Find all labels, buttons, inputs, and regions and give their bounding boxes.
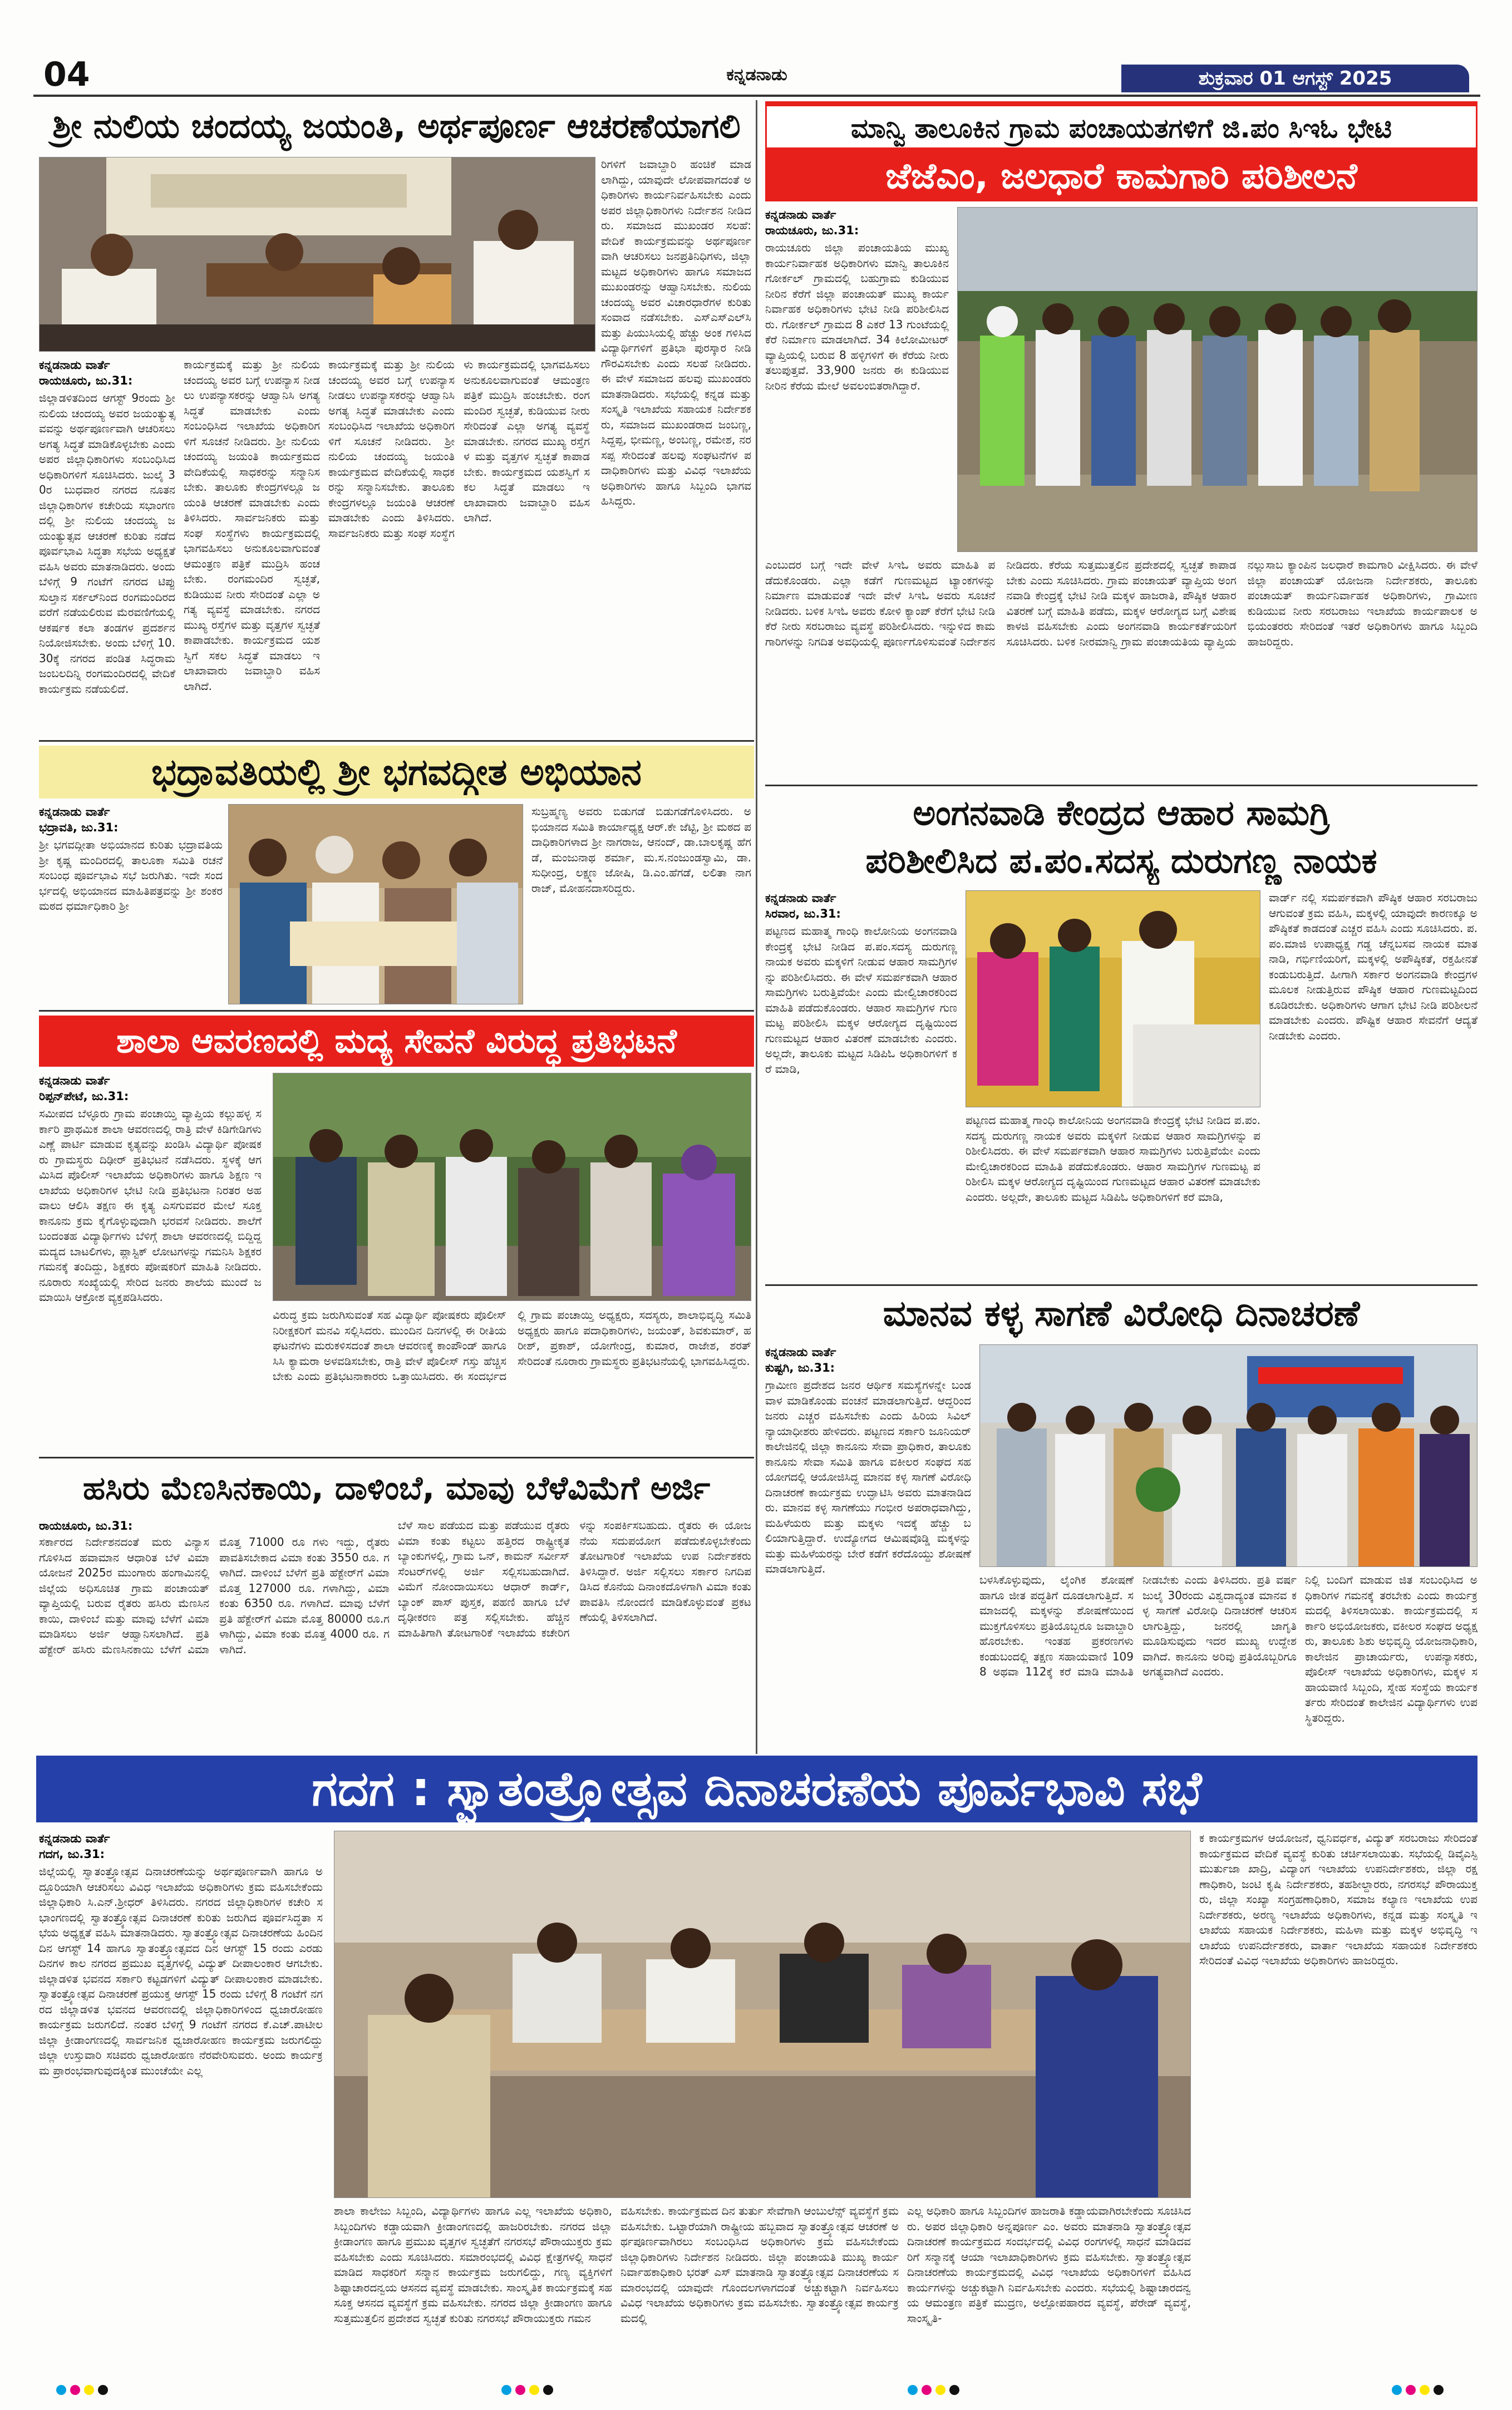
anganwadi-col1: ಪಟ್ಟಣದ ಮಹಾತ್ಮ ಗಾಂಧಿ ಕಾಲೋನಿಯ ಅಂಗನವಾಡಿ ಕೇಂದ್ರಕ್ಕೆ ಭೇಟಿ ನೀಡಿದ ಪ.ಪಂ.ಸದಸ್ಯ ದುರುಗಣ್ಣ ನಾಯಕ ಅವರು ಮಕ್ಕಳಿಗೆ ನೀಡುವ ಆಹಾರ ಸಾಮಗ್ರಿಗಳನ್ನು ಪರಿಶೀಲಿಸಿದರು. ಈ ವೇಳೆ ಸಮರ್ಪಕವಾಗಿ ಆಹಾರ ಸಾಮಗ್ರಿಗಳು ಬರುತ್ತಿವೆಯೇ ಎಂದು ಮೇಲ್ವಿಚಾರಕರಿಂದ ಮಾಹಿತಿ ಪಡೆದುಕೊಂಡರು. ಆಹಾರ ಸಾಮಗ್ರಿಗಳ ಗುಣಮಟ್ಟ ಪರಿಶೀಲಿಸಿ ಮಕ್ಕಳ ಆರೋಗ್ಯದ ದೃಷ್ಟಿಯಿಂದ ಗುಣಮಟ್ಟದ ಆಹಾರ ವಿತರಣೆ ಮಾಡಬೇಕು ಎಂದರು. ಅಲ್ಲದೇ, ತಾಲೂಕು ಮಟ್ಟದ ಸಿಡಿಪಿಓ ಅಧಿಕಾರಿಗಳಿಗೆ ಕರೆ ಮಾಡಿ,: [765, 924, 957, 1076]
anganwadi-col2b: [966, 1113, 1260, 1280]
nuliya-col2b: [328, 357, 590, 736]
headline-gadag: ಗದಗ : ಸ್ವಾತಂತ್ರ್ಯೋತ್ಸವ ದಿನಾಚರಣೆಯ ಪೂರ್ವಭಾವಿ ಸಭೆ: [36, 1756, 1477, 1822]
headline-anganwadi-line1: ಅಂಗನವಾಡಿ ಕೇಂದ್ರದ ಆಹಾರ ಸಾಮಗ್ರಿ: [913, 792, 1330, 833]
rule-r2: [765, 1284, 1477, 1286]
masthead: [0, 0, 1512, 94]
gadag-meeting-photo-graphic: [334, 1831, 1191, 2198]
photo-nuliya-meeting: [39, 157, 595, 352]
gadag-col1: ಜಿಲ್ಲೆಯಲ್ಲಿ ಸ್ವಾತಂತ್ರ್ಯೋತ್ಸವ ದಿನಾಚರಣೆಯನ್ನು ಅರ್ಥಪೂರ್ಣವಾಗಿ ಹಾಗೂ ಅದ್ದೂರಿಯಾಗಿ ಆಚರಿಸಲು ವಿವಿಧ ಇಲಾಖೆಯ ಅಧಿಕಾರಿಗಳು ಕ್ರಮ ವಹಿಸಬೇಕೆಂದು ಜಿಲ್ಲಾಧಿಕಾರಿ ಸಿ.ಎನ್.ಶ್ರೀಧರ್ ತಿಳಿಸಿದರು. ನಗರದ ಜಿಲ್ಲಾಧಿಕಾರಿಗಳ ಕಚೇರಿ ಸಭಾಂಗಣದಲ್ಲಿ ಸ್ವಾತಂತ್ರ್ಯೋತ್ಸವ ದಿನಾಚರಣೆ ಕುರಿತು ಜರುಗಿದ ಪೂರ್ವಸಿದ್ಧತಾ ಸಭೆಯ ಅಧ್ಯಕ್ಷತೆ ವಹಿಸಿ ಮಾತನಾಡಿದರು. ಸ್ವಾತಂತ್ರ್ಯೋತ್ಸವ ದಿನಾಚರಣೆಯ ಹಿಂದಿನ ದಿನ ಆಗಸ್ಟ್ 14 ಹಾಗೂ ಸ್ವಾತಂತ್ರ್ಯೋತ್ಸವದ ದಿನ ಆಗಸ್ಟ್ 15 ರಂದು ಎರಡು ದಿನಗಳ ಕಾಲ ನಗರದ ಪ್ರಮುಖ ವೃತ್ತಗಳಲ್ಲಿ ವಿದ್ಯುತ್ ದೀಪಾಲಂಕಾರ ಆಗಬೇಕು. ಜಿಲ್ಲಾಡಳಿತ ಭವನದ ಸರ್ಕಾರಿ ಕಟ್ಟಡಗಳಿಗೆ ವಿದ್ಯುತ್ ದೀಪಾಲಂಕಾರ ಮಾಡಬೇಕು. ಸ್ವಾತಂತ್ರ್ಯೋತ್ಸವ ದಿನಾಚರಣೆ ಪ್ರಯುಕ್ತ ಆಗಸ್ಟ್ 15 ರಂದು ಬೆಳಿಗ್ಗೆ 8 ಗಂಟೆಗೆ ನಗರದ ಜಿಲ್ಲಾಡಳಿತ ಭವನದ ಆವರಣದಲ್ಲಿ ಜಿಲ್ಲಾಧಿಕಾರಿಗಳಿಂದ ಧ್ವಜಾರೋಹಣ ಕಾರ್ಯಕ್ರಮ ಜರುಗಲಿದೆ. ನಂತರ ಬೆಳಿಗ್ಗೆ 9 ಗಂಟೆಗೆ ನಗರದ ಕೆ.ಎಚ್.ಪಾಟೀಲ ಜಿಲ್ಲಾ ಕ್ರೀಡಾಂಗಣದಲ್ಲಿ ಸಾರ್ವಜನಿಕ ಧ್ವಜಾರೋಹಣ ಕಾರ್ಯಕ್ರಮ ಜರುಗಲಿದ್ದು ಜಿಲ್ಲಾ ಉಸ್ತುವಾರಿ ಸಚಿವರು ಧ್ವಜಾರೋಹಣ ನೆರವೇರಿಸುವರು. ಅಂದು ಕಾರ್ಯಕ್ರಮ ಪ್ರಾರಂಭವಾಗುವುದಕ್ಕಿಂತ ಮುಂಚೆಯೇ ಎಲ್ಲ: [39, 1865, 323, 2077]
gadag-col3: ವಹಿಸಬೇಕು. ಕಾರ್ಯಕ್ರಮದ ದಿನ ತುರ್ತು ಸೇವೆಗಾಗಿ ಆಂಬುಲೆನ್ಸ್ ವ್ಯವಸ್ಥೆಗೆ ಕ್ರಮ ವಹಿಸಬೇಕು. ಒಟ್ಟಾರೆಯಾಗಿ ರಾಷ್ಟ್ರೀಯ ಹಬ್ಬವಾದ ಸ್ವಾತಂತ್ರ್ಯೋತ್ಸವ ಆಚರಣೆ ಅರ್ಥಪೂರ್ಣವಾಗಿರಲು ಸಂಬಂಧಿಸಿದ ಅಧಿಕಾರಿಗಳು ಕ್ರಮ ವಹಿಸಬೇಕೆಂದು ಜಿಲ್ಲಾಧಿಕಾರಿಗಳು ನಿರ್ದೇಶನ ನೀಡಿದರು. ಜಿಲ್ಲಾ ಪಂಚಾಯತಿ ಮುಖ್ಯ ಕಾರ್ಯನಿರ್ವಾಹಕಾಧಿಕಾರಿ ಭರತ್ ಎಸ್ ಮಾತನಾಡಿ ಸ್ವಾತಂತ್ರ್ಯೋತ್ಸವ ದಿನಾಚರಣೆಯ ಸಮಾರಂಭದಲ್ಲಿ ಯಾವುದೇ ಗೊಂದಲಗಳಾಗದಂತೆ ಅಚ್ಚುಕಟ್ಟಾಗಿ ನಿರ್ವಹಿಸಲು ವಿವಿಧ ಇಲಾಖೆಯ ಅಧಿಕಾರಿಗಳು ಕ್ರಮ ವಹಿಸಬೇಕು. ಸ್ವಾತಂತ್ರ್ಯೋತ್ಸವ ಕಾರ್ಯಕ್ರಮದಲ್ಲಿ: [620, 2204, 899, 2325]
masthead-rule: [33, 95, 1480, 97]
meeting-photo-graphic: [40, 157, 595, 352]
photo-bhagavadgita: [228, 804, 523, 1004]
nuliya-col3: ರಿಗಳಿಗೆ ಜವಾಬ್ದಾರಿ ಹಂಚಿಕೆ ಮಾಡಲಾಗಿದ್ದು, ಯಾವುದೇ ಲೋಪವಾಗದಂತೆ ಅಧಿಕಾರಿಗಳು ಕಾರ್ಯನಿರ್ವಹಿಸಬೇಕು ಎಂದು ಅಪರ ಜಿಲ್ಲಾಧಿಕಾರಿಗಳು ನಿರ್ದೇಶನ ನೀಡಿದರು. ಸಮಾಜದ ಮುಖಂಡರ ಸಲಹೆ: ವೇದಿಕೆ ಕಾರ್ಯಕ್ರಮವನ್ನು ಅರ್ಥಪೂರ್ಣವಾಗಿ ಆಚರಿಸಲು ಜನಪ್ರತಿನಿಧಿಗಳು, ಜಿಲ್ಲಾ ಮಟ್ಟದ ಅಧಿಕಾರಿಗಳು ಹಾಗೂ ಸಮಾಜದ ಮುಖಂಡರನ್ನು ಆಹ್ವಾನಿಸಬೇಕು. ನುಲಿಯ ಚಂದಯ್ಯ ಅವರ ವಿಚಾರಧಾರೆಗಳ ಕುರಿತು ಸಂವಾದ ನಡೆಸಬೇಕು. ಎಸ್ಎಸ್ಎಲ್‌ಸಿ ಮತ್ತು ಪಿಯುಸಿಯಲ್ಲಿ ಹೆಚ್ಚು ಅಂಕ ಗಳಿಸಿದ ವಿದ್ಯಾರ್ಥಿಗಳಿಗೆ ಪ್ರತಿಭಾ ಪುರಸ್ಕಾರ ನೀಡಿ ಗೌರವಿಸಬೇಕು ಎಂದು ಸಲಹೆ ನೀಡಿದರು. ಈ ವೇಳೆ ಸಮಾಜದ ಹಲವು ಮುಖಂಡರು ಮಾತನಾಡಿದರು. ಸಭೆಯಲ್ಲಿ ಕನ್ನಡ ಮತ್ತು ಸಂಸ್ಕೃತಿ ಇಲಾಖೆಯ ಸಹಾಯಕ ನಿರ್ದೇಶಕರು, ಸಮಾಜದ ಮುಖಂಡರಾದ ಜಂಬಣ್ಣ, ಸಿದ್ದಪ್ಪ, ಭೀಮಣ್ಣ, ಅಂಬಣ್ಣ, ರಮೇಶ, ನರಸಪ್ಪ ಸೇರಿದಂತೆ ಹಲವು ಸಂಘಟನೆಗಳ ಪದಾಧಿಕಾರಿಗಳು ಮತ್ತು ವಿವಿಧ ಇಲಾಖೆಯ ಅಧಿಕಾರಿಗಳು ಹಾಗೂ ಸಿಬ್ಬಂದಿ ಭಾಗವಹಿಸಿದ್ದರು.: [601, 157, 751, 507]
chilli-byline: ರಾಯಚೂರು, ಜು.31:: [39, 1519, 133, 1532]
jjm-col1: ರಾಯಚೂರು ಜಿಲ್ಲಾ ಪಂಚಾಯತಿಯ ಮುಖ್ಯ ಕಾರ್ಯನಿರ್ವಾಹಕ ಅಧಿಕಾರಿಗಳು ಮಾನ್ವಿ ತಾಲೂಕಿನ ಗೋರ್ಕಲ್ ಗ್ರಾಮದಲ್ಲಿ ಬಹುಗ್ರಾಮ ಕುಡಿಯುವ ನೀರಿನ ಕೆರೆಗೆ ಜಿಲ್ಲಾ ಪಂಚಾಯತ್ ಮುಖ್ಯ ಕಾರ್ಯನಿರ್ವಾಹಕ ಅಧಿಕಾರಿಗಳು ಭೇಟಿ ನೀಡಿ ಪರಿಶೀಲಿಸಿದರು. ಗೋರ್ಕಲ್ ಗ್ರಾಮದ 8 ಎಕರೆ 13 ಗುಂಟೆಯಲ್ಲಿ ಕೆರೆ ನಿರ್ಮಾಣ ಮಾಡಲಾಗಿದೆ. 34 ಕಿಲೋಮೀಟರ್ ವ್ಯಾಪ್ತಿಯಲ್ಲಿ ಬರುವ 8 ಹಳ್ಳಿಗಳಿಗೆ ಈ ಕೆರೆಯ ನೀರು ತಲುಪುತ್ತವೆ. 33,900 ಜನರು ಈ ಕುಡಿಯುವ ನೀರಿನ ಕೆರೆಯ ಮೇಲೆ ಅವಲಂಬಿತರಾಗಿದ್ದಾರೆ.: [765, 241, 949, 392]
gadag-col2: ಶಾಲಾ ಕಾಲೇಜು ಸಿಬ್ಬಂದಿ, ವಿದ್ಯಾರ್ಥಿಗಳು ಹಾಗೂ ಎಲ್ಲ ಇಲಾಖೆಯ ಅಧಿಕಾರಿ, ಸಿಬ್ಬಂದಿಗಳು ಕಡ್ಡಾಯವಾಗಿ ಕ್ರೀಡಾಂಗಣದಲ್ಲಿ ಹಾಜರಿರಬೇಕು. ನಗರದ ಜಿಲ್ಲಾ ಕ್ರೀಡಾಂಗಣ ಹಾಗೂ ಪ್ರಮುಖ ವೃತ್ತಗಳ ಸ್ವಚ್ಛತೆಗೆ ನಗರಸಭೆ ಪೌರಾಯುಕ್ತರು ಕ್ರಮ ವಹಿಸಬೇಕು ಎಂದು ಸೂಚಿಸಿದರು. ಸಮಾರಂಭದಲ್ಲಿ ವಿವಿಧ ಕ್ಷೇತ್ರಗಳಲ್ಲಿ ಸಾಧನೆ ಮಾಡಿದ ಸಾಧಕರಿಗೆ ಸನ್ಮಾನ ಕಾರ್ಯಕ್ರಮ ಜರುಗಲಿದ್ದು, ಗಣ್ಯ ವ್ಯಕ್ತಿಗಳಿಗೆ ಶಿಷ್ಟಾಚಾರದನ್ವಯ ಆಸನದ ವ್ಯವಸ್ಥೆ ಮಾಡಬೇಕು. ಸಾಂಸ್ಕೃತಿಕ ಕಾರ್ಯಕ್ರಮಕ್ಕೆ ಸಹ ಸೂಕ್ತ ಆಸನದ ವ್ಯವಸ್ಥೆಗೆ ಕ್ರಮ ವಹಿಸಬೇಕು. ನಗರದ ಜಿಲ್ಲಾ ಕ್ರೀಡಾಂಗಣ ಹಾಗೂ ಸುತ್ತಮುತ್ತಲಿನ ಪ್ರದೇಶದ ಸ್ವಚ್ಛತೆ ಕುರಿತು ನಗರಸಭೆ ಪೌರಾಯುಕ್ತರು ಗಮನ: [334, 2204, 612, 2325]
headline-trafficking: ಮಾನವ ಕಳ್ಳ ಸಾಗಣೆ ವಿರೋಧಿ ದಿನಾಚರಣೆ: [883, 1293, 1360, 1334]
rule-3: [39, 1457, 754, 1458]
headline-jjm-line1: ಮಾನ್ವಿ ತಾಲೂಕಿನ ಗ್ರಾಮ ಪಂಚಾಯತಗಳಿಗೆ ಜಿ.ಪಂ ಸಿಇಓ ಭೇಟಿ: [765, 105, 1477, 149]
gadag-col5: ಕ ಕಾರ್ಯಕ್ರಮಗಳ ಆಯೋಜನೆ, ಧ್ವನಿವರ್ಧಕ, ವಿದ್ಯುತ್ ಸರಬರಾಜು ಸೇರಿದಂತೆ ಕಾರ್ಯಕ್ರಮದ ವೇದಿಕೆ ವ್ಯವಸ್ಥೆ ಕುರಿತು ಚರ್ಚಿಸಲಾಯಿತು. ಸಭೆಯಲ್ಲಿ ಡಿವೈಎಸ್ಪಿ ಮುರ್ತುಜಾ ಖಾದ್ರಿ, ವಿದ್ಯಾಂಗ ಇಲಾಖೆಯ ಉಪನಿರ್ದೇಶಕರು, ಜಿಲ್ಲಾ ರಕ್ಷಣಾಧಿಕಾರಿ, ಜಂಟಿ ಕೃಷಿ ನಿರ್ದೇಶಕರು, ತಹಶೀಲ್ದಾರರು, ನಗರಸಭೆ ಪೌರಾಯುಕ್ತರು, ಜಿಲ್ಲಾ ಸಂಖ್ಯಾ ಸಂಗ್ರಹಣಾಧಿಕಾರಿ, ಸಮಾಜ ಕಲ್ಯಾಣ ಇಲಾಖೆಯ ಉಪನಿರ್ದೇಶಕರು, ಅರಣ್ಯ ಇಲಾಖೆಯ ಅಧಿಕಾರಿಗಳು, ಕನ್ನಡ ಮತ್ತು ಸಂಸ್ಕೃತಿ ಇಲಾಖೆಯ ಸಹಾಯಕ ನಿರ್ದೇಶಕರು, ಮಹಿಳಾ ಮತ್ತು ಮಕ್ಕಳ ಅಭಿವೃದ್ಧಿ ಇಲಾಖೆಯ ಉಪನಿರ್ದೇಶಕರು, ವಾರ್ತಾ ಇಲಾಖೆಯ ಸಹಾಯಕ ನಿರ್ದೇಶಕರು ಸೇರಿದಂತೆ ವಿವಿಧ ಇಲಾಖೆಯ ಅಧಿಕಾರಿಗಳು ಹಾಜರಿದ್ದರು.: [1199, 1831, 1477, 1967]
anganwadi-byline: ಕನ್ನಡನಾಡು ವಾರ್ತೆ ಸಿರವಾರ, ಜು.31:: [765, 891, 841, 920]
paper-name: ಕನ್ನಡನಾಡು: [726, 66, 787, 85]
anganwadi-photo-graphic: [966, 891, 1260, 1107]
photo-anganwadi: [966, 890, 1260, 1107]
school-col1: ಸಮೀಪದ ಬೆಳ್ಳೂರು ಗ್ರಾಮ ಪಂಚಾಯ್ತಿ ವ್ಯಾಪ್ತಿಯ ಕಲ್ಲುಹಳ್ಳ ಸರ್ಕಾರಿ ಪ್ರಾಥಮಿಕ ಶಾಲಾ ಆವರಣದಲ್ಲಿ ರಾತ್ರಿ ವೇಳೆ ಕಿಡಿಗೇಡಿಗಳು ಎಣ್ಣೆ ಪಾರ್ಟಿ ಮಾಡುವ ಕೃತ್ಯವನ್ನು ಖಂಡಿಸಿ ವಿದ್ಯಾರ್ಥಿ ಪೋಷಕರು ಗ್ರಾಮಸ್ಥರು ದಿಢೀರ್ ಪ್ರತಿಭಟನೆ ನಡೆಸಿದರು. ಸ್ಥಳಕ್ಕೆ ಆಗಮಿಸಿದ ಪೊಲೀಸ್ ಇಲಾಖೆಯ ಅಧಿಕಾರಿಗಳು ಹಾಗೂ ಶಿಕ್ಷಣ ಇಲಾಖೆಯ ಅಧಿಕಾರಿಗಳ ಭೇಟಿ ನೀಡಿ ಪ್ರತಿಭಟನಾ ನಿರತರ ಅಹವಾಲು ಆಲಿಸಿ ತಕ್ಷಣ ಈ ಕೃತ್ಯ ಎಸಗುವವರ ಮೇಲೆ ಸೂಕ್ತ ಕಾನೂನು ಕ್ರಮ ಕೈಗೊಳ್ಳುವುದಾಗಿ ಭರವಸೆ ನೀಡಿದರು. ಶಾಲೆಗೆ ಬಂದಂತಹ ವಿದ್ಯಾರ್ಥಿಗಳು ಬೆಳಿಗ್ಗೆ ಶಾಲಾ ಆವರಣದಲ್ಲಿ ಬಿದ್ದಿದ್ದ ಮದ್ಯದ ಬಾಟಲಿಗಳು, ಪ್ಲಾಸ್ಟಿಕ್ ಲೋಟಗಳನ್ನು ಗಮನಿಸಿ ಶಿಕ್ಷಕರ ಗಮನಕ್ಕೆ ತಂದಿದ್ದು, ಶಿಕ್ಷಕರು ಪೋಷಕರಿಗೆ ಮಾಹಿತಿ ನೀಡಿದರು. ನೂರಾರು ಸಂಖ್ಯೆಯಲ್ಲಿ ಸೇರಿದ ಜನರು ಶಾಲೆಯ ಮುಂದೆ ಜಮಾಯಿಸಿ ಆಕ್ರೋಶ ವ್ಯಕ್ತಪಡಿಸಿದರು.: [39, 1107, 262, 1304]
jjm-full-text: ಎಂಬುದರ ಬಗ್ಗೆ ಇದೇ ವೇಳೆ ಸಿಇಓ ಅವರು ಮಾಹಿತಿ ಪಡೆದುಕೊಂಡರು. ಎಲ್ಲಾ ಕಡೆಗೆ ಗುಣಮಟ್ಟದ ಟ್ಯಾಂಕಗಳನ್ನು ನಿರ್ಮಾಣ ಮಾಡುವಂತೆ ಇದೇ ವೇಳೆ ಸಿಇಓ ಅವರು ಸೂಚನೆ ನೀಡಿದರು. ಬಳಿಕ ಸಿಇಓ ಅವರು ಕೋಳಿ ಕ್ಯಾಂಪ್ ಕೆರೆಗೆ ಭೇಟಿ ನೀಡಿ ಕೆರೆ ನೀರು ಸರಬರಾಜು ವ್ಯವಸ್ಥೆ ಪರಿಶೀಲಿಸಿದರು. ಇನ್ನುಳಿದ ಕಾಮಗಾರಿಗಳನ್ನು ನಿಗದಿತ ಅವಧಿಯಲ್ಲಿ ಪೂರ್ಣಗೊಳಿಸುವಂತೆ ನಿರ್ದೇಶನ ನೀಡಿದರು. ಕೆರೆಯ ಸುತ್ತಮುತ್ತಲಿನ ಪ್ರದೇಶದಲ್ಲಿ ಸ್ವಚ್ಛತೆ ಕಾಪಾಡಬೇಕು ಎಂದು ಸೂಚಿಸಿದರು. ಗ್ರಾಮ ಪಂಚಾಯತ್ ವ್ಯಾಪ್ತಿಯ ಅಂಗನವಾಡಿ ಕೇಂದ್ರಕ್ಕೆ ಭೇಟಿ ನೀಡಿ ಮಕ್ಕಳ ಹಾಜರಾತಿ, ಪೌಷ್ಠಿಕ ಆಹಾರ ವಿತರಣೆ ಬಗ್ಗೆ ಮಾಹಿತಿ ಪಡೆದು, ಮಕ್ಕಳ ಆರೋಗ್ಯದ ಬಗ್ಗೆ ವಿಶೇಷ ಕಾಳಜಿ ವಹಿಸಬೇಕು ಎಂದು ಅಂಗನವಾಡಿ ಕಾರ್ಯಕರ್ತೆಯರಿಗೆ ಸೂಚಿಸಿದರು. ಬಳಿಕ ನೀರಮಾನ್ವಿ ಗ್ರಾಮ ಪಂಚಾಯತಿಯ ವ್ಯಾಪ್ತಿಯ ನಲ್ಲುಸಾಬ ಕ್ಯಾಂಪಿನ ಜಲಧಾರೆ ಕಾಮಗಾರಿ ವೀಕ್ಷಿಸಿದರು. ಈ ವೇಳೆ ಜಿಲ್ಲಾ ಪಂಚಾಯತ್ ಯೋಜನಾ ನಿರ್ದೇಶಕರು, ತಾಲೂಕು ಪಂಚಾಯತ್ ಕಾರ್ಯನಿರ್ವಾಹಕ ಅಧಿಕಾರಿಗಳು, ಗ್ರಾಮೀಣ ಕುಡಿಯುವ ನೀರು ಸರಬರಾಜು ಇಲಾಖೆಯ ಕಾರ್ಯಪಾಲಕ ಅಭಿಯಂತರರು ಸೇರಿದಂತೆ ಇತರೆ ಅಧಿಕಾರಿಗಳು ಹಾಗೂ ಸಿಬ್ಬಂದಿ ಹಾಜರಿದ್ದರು.: [765, 558, 1477, 648]
nuliya-col2: ಕಾರ್ಯಕ್ರಮಕ್ಕೆ ಮತ್ತು ಶ್ರೀ ನುಲಿಯ ಚಂದಯ್ಯ ಅವರ ಬಗ್ಗೆ ಉಪನ್ಯಾಸ ನೀಡಲು ಉಪನ್ಯಾಸಕರನ್ನು ಆಹ್ವಾನಿಸಿ ಅಗತ್ಯ ಸಿದ್ಧತೆ ಮಾಡಬೇಕು ಎಂದು ಸಂಬಂಧಿಸಿದ ಇಲಾಖೆಯ ಅಧಿಕಾರಿಗಳಿಗೆ ಸೂಚನೆ ನೀಡಿದರು. ಶ್ರೀ ನುಲಿಯ ಚಂದಯ್ಯ ಜಯಂತಿ ಕಾರ್ಯಕ್ರಮದ ವೇದಿಕೆಯಲ್ಲಿ ಸಾಧಕರನ್ನು ಸನ್ಮಾನಿಸಬೇಕು. ತಾಲೂಕು ಕೇಂದ್ರಗಳಲ್ಲೂ ಜಯಂತಿ ಆಚರಣೆ ಮಾಡಬೇಕು ಎಂದು ತಿಳಿಸಿದರು. ಸಾರ್ವಜನಿಕರು ಮತ್ತು ಸಂಘ ಸಂಸ್ಥೆಗಳು ಕಾರ್ಯಕ್ರಮದಲ್ಲಿ ಭಾಗವಹಿಸಲು ಅನುಕೂಲವಾಗುವಂತೆ ಆಮಂತ್ರಣ ಪತ್ರಿಕೆ ಮುದ್ರಿಸಿ ಹಂಚಬೇಕು. ರಂಗಮಂದಿರ ಸ್ವಚ್ಛತೆ, ಕುಡಿಯುವ ನೀರು ಸೇರಿದಂತೆ ಎಲ್ಲಾ ಅಗತ್ಯ ವ್ಯವಸ್ಥೆ ಮಾಡಬೇಕು. ನಗರದ ಮುಖ್ಯ ರಸ್ತೆಗಳ ಮತ್ತು ವೃತ್ತಗಳ ಸ್ವಚ್ಛತೆ ಕಾಪಾಡಬೇಕು. ಕಾರ್ಯಕ್ರಮದ ಯಶಸ್ವಿಗೆ ಸಕಲ ಸಿದ್ಧತೆ ಮಾಡಲು ಇಲಾಖಾವಾರು ಜವಾಬ್ದಾರಿ ವಹಿಸಲಾಗಿದೆ.: [184, 358, 320, 693]
headline-school: ಶಾಲಾ ಆವರಣದಲ್ಲಿ ಮದ್ಯ ಸೇವನೆ ವಿರುದ್ಧ ಪ್ರತಿಭಟನೆ: [39, 1016, 754, 1067]
protest-photo-graphic: [273, 1073, 751, 1301]
cmyk-dots-graphic: [0, 2379, 1512, 2401]
nuliya-col1: ಜಿಲ್ಲಾಡಳಿತದಿಂದ ಆಗಸ್ಟ್ 9ರಂದು ಶ್ರೀ ನುಲಿಯ ಚಂದಯ್ಯ ಅವರ ಜಯಂತ್ಯುತ್ಸವವನ್ನು ಅರ್ಥಪೂರ್ಣವಾಗಿ ಆಚರಿಸಲು ಅಗತ್ಯ ಸಿದ್ಧತೆ ಮಾಡಿಕೊಳ್ಳಬೇಕು ಎಂದು ಅಪರ ಜಿಲ್ಲಾಧಿಕಾರಿಗಳು ಸಂಬಂಧಿಸಿದ ಅಧಿಕಾರಿಗಳಿಗೆ ಸೂಚಿಸಿದರು. ಜುಲೈ 30ರ ಬುಧವಾರ ನಗರದ ನೂತನ ಜಿಲ್ಲಾಧಿಕಾರಿಗಳ ಕಚೇರಿಯ ಸಭಾಂಗಣದಲ್ಲಿ ಶ್ರೀ ನುಲಿಯ ಚಂದಯ್ಯ ಜಯಂತ್ಯುತ್ಸವ ಆಚರಣೆ ಕುರಿತು ನಡೆದ ಪೂರ್ವಭಾವಿ ಸಿದ್ಧತಾ ಸಭೆಯ ಅಧ್ಯಕ್ಷತೆ ವಹಿಸಿ ಅವರು ಮಾತನಾಡಿದರು. ಅಂದು ಬೆಳಿಗ್ಗೆ 9 ಗಂಟೆಗೆ ನಗರದ ಟಿಪ್ಪು ಸುಲ್ತಾನ ಸರ್ಕಲ್‌ನಿಂದ ರಂಗಮಂದಿರದವರೆಗೆ ನಡೆಯಲಿರುವ ಮೆರವಣಿಗೆಯಲ್ಲಿ ಆಕರ್ಷಕ ಕಲಾ ತಂಡಗಳ ಪ್ರದರ್ಶನ ನಿಯೋಜಿಸಬೇಕು. ಅಂದು ಬೆಳಿಗ್ಗೆ 10.30ಕ್ಕೆ ನಗರದ ಪಂಡಿತ ಸಿದ್ಧರಾಮ ಜಂಬಲದಿನ್ನಿ ರಂಗಮಂದಿರದಲ್ಲಿ ವೇದಿಕೆ ಕಾರ್ಯಕ್ರಮ ನಡೆಯಲಿದೆ.: [39, 391, 175, 696]
rule-2: [39, 1010, 754, 1012]
bhagavadgita-col1: ಶ್ರೀ ಭಗವದ್ಗೀತಾ ಅಭಿಯಾನದ ಕುರಿತು ಭದ್ರಾವತಿಯ ಶ್ರೀ ಕೃಷ್ಣ ಮಂದಿರದಲ್ಲಿ ತಾಲೂಕಾ ಸಮಿತಿ ರಚನೆ ಸಂಬಂಧ ಪೂರ್ವಭಾವಿ ಸಭೆ ಜರುಗಿತು. ಇದೇ ಸಂದರ್ಭದಲ್ಲಿ ಅಭಿಯಾನದ ಮಾಹಿತಿಪತ್ರವನ್ನು ಶ್ರೀ ಶಂಕರ ಮಠದ ಧರ್ಮಾಧಿಕಾರಿ ಶ್ರೀ: [39, 838, 223, 913]
rule-r1: [765, 785, 1477, 786]
photo-trafficking: [979, 1344, 1477, 1567]
footer-registration-marks: [0, 2379, 1512, 2401]
jjm-byline: ಕನ್ನಡನಾಡು ವಾರ್ತೆ ರಾಯಚೂರು, ಜು.31:: [765, 208, 859, 237]
gadag-byline: ಕನ್ನಡನಾಡು ವಾರ್ತೆ ಗದಗ, ಜು.31:: [39, 1832, 110, 1861]
headline-anganwadi-line2: ಪರಿಶೀಲಿಸಿದ ಪ.ಪಂ.ಸದಸ್ಯ ದುರುಗಣ್ಣ ನಾಯಕ: [865, 840, 1377, 881]
headline-nuliya: ಶ್ರೀ ನುಲಿಯ ಚಂದಯ್ಯ ಜಯಂತಿ, ಅರ್ಥಪೂರ್ಣ ಆಚರಣೆಯಾಗಲಿ: [52, 107, 741, 146]
rule-1: [39, 740, 754, 742]
gita-release-photo-graphic: [229, 805, 523, 1004]
bhagavadgita-col2: ಸುಬ್ರಹ್ಮಣ್ಯ ಅವರು ಬಿಡುಗಡೆ ಬಿಡುಗಡೆಗೊಳಿಸಿದರು. ಅಭಿಯಾನದ ಸಮಿತಿ ಕಾರ್ಯಾಧ್ಯಕ್ಷ ಆರ್.ಕೇ ಜೆಟ್ಟಿ, ಶ್ರೀ ಮಠದ ಪದಾಧಿಕಾರಿಗಳಾದ ಶ್ರೀ ನಾಗರಾಜ, ಆನಂದ್, ಡಾ.ಬಾಲಕೃಷ್ಣ ಹೆಗಡೆ, ಮಂಜುನಾಥ ಶರ್ಮಾ, ಮ.ಸ.ನಂಜುಂಡಸ್ವಾಮಿ, ಡಾ.ಸುಧೀಂದ್ರ, ಲಕ್ಷ್ಮಣ ಜೋಷಿ, ಡಿ.ಎಂ.ಹೆಗಡೆ, ಲಲಿತಾ ನಾಗರಾಜ್, ಮೋಹನದಾಸರಿದ್ದರು.: [531, 805, 751, 895]
page-number: 04: [43, 56, 90, 94]
bhagavadgita-byline: ಕನ್ನಡನಾಡು ವಾರ್ತೆ ಭದ್ರಾವತಿ, ಜು.31:: [39, 805, 119, 834]
headline-chilli: ಹಸಿರು ಮೆಣಸಿನಕಾಯಿ, ದಾಳಿಂಬೆ, ಮಾವು ಬೆಳೆವಿಮೆಗೆ ಅರ್ಜಿ: [82, 1469, 711, 1507]
photo-school-protest: [273, 1073, 751, 1301]
nuliya-byline: ಕನ್ನಡನಾಡು ವಾರ್ತೆ ರಾಯಚೂರು, ಜು.31:: [39, 358, 133, 387]
photo-jjm-inspection: [957, 207, 1477, 552]
gadag-col4: ಎಲ್ಲ ಅಧಿಕಾರಿ ಹಾಗೂ ಸಿಬ್ಬಂದಿಗಳ ಹಾಜರಾತಿ ಕಡ್ಡಾಯವಾಗಿರಬೇಕೆಂದು ಸೂಚಿಸಿದರು. ಅಪರ ಜಿಲ್ಲಾಧಿಕಾರಿ ಅನ್ನಪೂರ್ಣ ಎಂ. ಅವರು ಮಾತನಾಡಿ ಸ್ವಾತಂತ್ರ್ಯೋತ್ಸವ ದಿನಾಚರಣೆ ಕಾರ್ಯಕ್ರಮದ ಸಂದರ್ಭದಲ್ಲಿ ವಿವಿಧ ರಂಗಗಳಲ್ಲಿ ಸಾಧನೆ ಮಾಡಿದವರಿಗೆ ಸನ್ಮಾನಕ್ಕೆ ಆಯಾ ಇಲಾಖಾಧಿಕಾರಿಗಳು ಕ್ರಮ ವಹಿಸಬೇಕು. ಸ್ವಾತಂತ್ರ್ಯೋತ್ಸವ ದಿನಾಚರಣೆಯ ಕಾರ್ಯಕ್ರಮದಲ್ಲಿ ವಿವಿಧ ಇಲಾಖೆಯ ಅಧಿಕಾರಿಗಳಿಗೆ ವಹಿಸಿದ ಕಾರ್ಯಗಳನ್ನು ಅಚ್ಚುಕಟ್ಟಾಗಿ ನಿರ್ವಹಿಸಬೇಕು ಎಂದರು. ಸಭೆಯಲ್ಲಿ ಶಿಷ್ಟಾಚಾರದನ್ವಯ ಆಮಂತ್ರಣ ಪತ್ರಿಕೆ ಮುದ್ರಣ, ಅಲ್ಪೋಪಹಾರದ ವ್ಯವಸ್ಥೆ, ಪೆರೇಡ್ ವ್ಯವಸ್ಥೆ, ಸಾಂಸ್ಕೃತಿ-: [907, 2204, 1191, 2325]
center-divider: [756, 100, 757, 1754]
headline-jjm-line2: ಜೆಜೆಎಂ, ಜಲಧಾರೆ ಕಾಮಗಾರಿ ಪರಿಶೀಲನೆ: [885, 156, 1357, 197]
chilli-col2: ಬೆಳೆ ಸಾಲ ಪಡೆಯದ ಮತ್ತು ಪಡೆಯುವ ರೈತರು ವಿಮಾ ಕಂತು ಕಟ್ಟಲು ಹತ್ತಿರದ ರಾಷ್ಟ್ರೀಕೃತ ಬ್ಯಾಂಕುಗಳಲ್ಲಿ, ಗ್ರಾಮ ಒನ್, ಕಾಮನ್ ಸರ್ವೀಸ್ ಸೆಂಟರ್‌ಗಳಲ್ಲಿ ಅರ್ಜಿ ಸಲ್ಲಿಸಬಹುದಾಗಿದೆ. ವಿಮೆಗೆ ನೋಂದಾಯಿಸಲು ಆಧಾರ್ ಕಾರ್ಡ್, ಬ್ಯಾಂಕ್ ಪಾಸ್ ಪುಸ್ತಕ, ಪಹಣಿ ಹಾಗೂ ಬೆಳೆ ದೃಢೀಕರಣ ಪತ್ರ ಸಲ್ಲಿಸಬೇಕು. ಹೆಚ್ಚಿನ ಮಾಹಿತಿಗಾಗಿ ತೋಟಗಾರಿಕೆ ಇಲಾಖೆಯ ಕಚೇರಿಗಳನ್ನು ಸಂಪರ್ಕಿಸಬಹುದು. ರೈತರು ಈ ಯೋಜನೆಯ ಸದುಪಯೋಗ ಪಡೆದುಕೊಳ್ಳಬೇಕೆಂದು ತೋಟಗಾರಿಕೆ ಇಲಾಖೆಯ ಉಪ ನಿರ್ದೇಶಕರು ತಿಳಿಸಿದ್ದಾರೆ. ಅರ್ಜಿ ಸಲ್ಲಿಸಲು ಸರ್ಕಾರ ನಿಗದಿಪಡಿಸಿದ ಕೊನೆಯ ದಿನಾಂಕದೊಳಗಾಗಿ ವಿಮಾ ಕಂತು ಪಾವತಿಸಿ ನೋಂದಣಿ ಮಾಡಿಕೊಳ್ಳುವಂತೆ ಪ್ರಕಟಣೆಯಲ್ಲಿ ತಿಳಿಸಲಾಗಿದೆ.: [398, 1519, 751, 1639]
photo-gadag-meeting: [334, 1831, 1191, 2198]
site-inspection-photo-graphic: [958, 208, 1477, 552]
masthead-date: ಶುಕ್ರವಾರ 01 ಆಗಸ್ಟ್ 2025: [1121, 65, 1469, 92]
trafficking-day-photo-graphic: [980, 1345, 1477, 1567]
trafficking-col1: ಗ್ರಾಮೀಣ ಪ್ರದೇಶದ ಜನರ ಆರ್ಥಿಕ ಸಮಸ್ಯೆಗಳನ್ನೇ ಬಂಡವಾಳ ಮಾಡಿಕೊಂಡು ವಂಚನೆ ಮಾಡಲಾಗುತ್ತಿದೆ. ಆದ್ದರಿಂದ ಜನರು ಎಚ್ಚರ ವಹಿಸಬೇಕು ಎಂದು ಹಿರಿಯ ಸಿವಿಲ್ ನ್ಯಾಯಾಧೀಶರು ಹೇಳಿದರು. ಪಟ್ಟಣದ ಸರ್ಕಾರಿ ಜೂನಿಯರ್ ಕಾಲೇಜಿನಲ್ಲಿ ಜಿಲ್ಲಾ ಕಾನೂನು ಸೇವಾ ಪ್ರಾಧಿಕಾರ, ತಾಲೂಕು ಕಾನೂನು ಸೇವಾ ಸಮಿತಿ ಹಾಗೂ ವಕೀಲರ ಸಂಘದ ಸಹಯೋಗದಲ್ಲಿ ಆಯೋಜಿಸಿದ್ದ ಮಾನವ ಕಳ್ಳ ಸಾಗಣೆ ವಿರೋಧಿ ದಿನಾಚರಣೆ ಕಾರ್ಯಕ್ರಮ ಉದ್ಘಾಟಿಸಿ ಅವರು ಮಾತನಾಡಿದರು. ಮಾನವ ಕಳ್ಳ ಸಾಗಣೆಯು ಗಂಭೀರ ಅಪರಾಧವಾಗಿದ್ದು, ಮಹಿಳೆಯರು ಮತ್ತು ಮಕ್ಕಳು ಇದಕ್ಕೆ ಹೆಚ್ಚು ಬಲಿಯಾಗುತ್ತಿದ್ದಾರೆ. ಉದ್ಯೋಗದ ಆಮಿಷವೊಡ್ಡಿ ಮಕ್ಕಳನ್ನು ಮತ್ತು ಮಹಿಳೆಯರನ್ನು ಬೇರೆ ಕಡೆಗೆ ಕರೆದೊಯ್ದು ಶೋಷಣೆ ಮಾಡಲಾಗುತ್ತಿದೆ.: [765, 1378, 971, 1575]
anganwadi-col2b-text: ಪಟ್ಟಣದ ಮಹಾತ್ಮ ಗಾಂಧಿ ಕಾಲೋನಿಯ ಅಂಗನವಾಡಿ ಕೇಂದ್ರಕ್ಕೆ ಭೇಟಿ ನೀಡಿದ ಪ.ಪಂ.ಸದಸ್ಯ ದುರುಗಣ್ಣ ನಾಯಕ ಅವರು ಮಕ್ಕಳಿಗೆ ನೀಡುವ ಆಹಾರ ಸಾಮಗ್ರಿಗಳನ್ನು ಪರಿಶೀಲಿಸಿದರು. ಈ ವೇಳೆ ಸಮರ್ಪಕವಾಗಿ ಆಹಾರ ಸಾಮಗ್ರಿಗಳು ಬರುತ್ತಿವೆಯೇ ಎಂದು ಮೇಲ್ವಿಚಾರಕರಿಂದ ಮಾಹಿತಿ ಪಡೆದುಕೊಂಡರು. ಆಹಾರ ಸಾಮಗ್ರಿಗಳ ಗುಣಮಟ್ಟ ಪರಿಶೀಲಿಸಿ ಮಕ್ಕಳ ಆರೋಗ್ಯದ ದೃಷ್ಟಿಯಿಂದ ಗುಣಮಟ್ಟದ ಆಹಾರ ವಿತರಣೆ ಮಾಡಬೇಕು ಎಂದರು. ಅಲ್ಲದೇ, ತಾಲೂಕು ಮಟ್ಟದ ಸಿಡಿಪಿಓ ಅಧಿಕಾರಿಗಳಿಗೆ ಕರೆ ಮಾಡಿ,: [966, 1113, 1260, 1204]
school-byline: ಕನ್ನಡನಾಡು ವಾರ್ತೆ ರಿಪ್ಪನ್‌ಪೇಟೆ, ಜು.31:: [39, 1074, 129, 1103]
trafficking-byline: ಕನ್ನಡನಾಡು ವಾರ್ತೆ ಕುಷ್ಟಗಿ, ಜು.31:: [765, 1346, 836, 1374]
anganwadi-col2: ವಾರ್ಡ್ ನಲ್ಲಿ ಸಮರ್ಪಕವಾಗಿ ಪೌಷ್ಠಿಕ ಆಹಾರ ಸರಬರಾಜು ಆಗುವಂತೆ ಕ್ರಮ ವಹಿಸಿ, ಮಕ್ಕಳಲ್ಲಿ ಯಾವುದೇ ಕಾರಣಕ್ಕೂ ಅಪೌಷ್ಠಿಕತೆ ಕಾಡದಂತೆ ಎಚ್ಚರ ವಹಿಸಿ ಎಂದು ಸೂಚಿಸಿದರು. ಪ.ಪಂ.ಮಾಜಿ ಉಪಾಧ್ಯಕ್ಷ ಗಡ್ಡ ಚೆನ್ನಬಸವ ನಾಯಕ ಮಾತನಾಡಿ, ಗರ್ಭಿಣಿಯರಿಗೆ, ಮಕ್ಕಳಲ್ಲಿ ಅಪೌಷ್ಠಿಕತೆ, ರಕ್ತಹೀನತೆ ಕಂಡುಬರುತ್ತಿದೆ. ಹೀಗಾಗಿ ಸರ್ಕಾರ ಅಂಗನವಾಡಿ ಕೇಂದ್ರಗಳ ಮೂಲಕ ನೀಡುತ್ತಿರುವ ಪೌಷ್ಠಿಕ ಆಹಾರ ಗುಣಮಟ್ಟದಿಂದ ಕೂಡಿರಬೇಕು. ಅಧಿಕಾರಿಗಳು ಆಗಾಗ ಭೇಟಿ ನೀಡಿ ಪರಿಶೀಲನೆ ಮಾಡಬೇಕು ಎಂದರು. ಪೌಷ್ಟಿಕ ಆಹಾರ ಸೇವನೆಗೆ ಆದ್ಯತೆ ನೀಡಬೇಕು ಎಂದರು.: [1269, 891, 1477, 1042]
trafficking-col2: ಬಳಸಿಕೊಳ್ಳುವುದು, ಲೈಂಗಿಕ ಶೋಷಣೆ ಹಾಗೂ ಜೀತ ಪದ್ಧತಿಗೆ ದೂಡಲಾಗುತ್ತಿದೆ. ಸಮಾಜದಲ್ಲಿ ಮಕ್ಕಳನ್ನು ಶೋಷಣೆಯಿಂದ ಮುಕ್ತಗೊಳಿಸಲು ಪ್ರತಿಯೊಬ್ಬರೂ ಜವಾಬ್ದಾರಿ ಹೊರಬೇಕು. ಇಂತಹ ಪ್ರಕರಣಗಳು ಕಂಡುಬಂದಲ್ಲಿ ತಕ್ಷಣ ಸಹಾಯವಾಣಿ 1098 ಅಥವಾ 112ಕ್ಕೆ ಕರೆ ಮಾಡಿ ಮಾಹಿತಿ ನೀಡಬೇಕು ಎಂದು ತಿಳಿಸಿದರು. ಪ್ರತಿ ವರ್ಷ ಜುಲೈ 30ರಂದು ವಿಶ್ವದಾದ್ಯಂತ ಮಾನವ ಕಳ್ಳ ಸಾಗಣೆ ವಿರೋಧಿ ದಿನಾಚರಣೆ ಆಚರಿಸಲಾಗುತ್ತಿದ್ದು, ಜನರಲ್ಲಿ ಜಾಗೃತಿ ಮೂಡಿಸುವುದು ಇದರ ಮುಖ್ಯ ಉದ್ದೇಶವಾಗಿದೆ. ಕಾನೂನು ಅರಿವು ಪ್ರತಿಯೊಬ್ಬರಿಗೂ ಅಗತ್ಯವಾಗಿದೆ ಎಂದರು.: [979, 1573, 1297, 1678]
trafficking-col3: ನಿಲ್ಲಿ ಬಂದಿಗೆ ಮಾಡುವ ಜಿತ ಸಂಬಂಧಿಸಿದ ಅಧಿಕಾರಿಗಳ ಗಮನಕ್ಕೆ ತರಬೇಕು ಎಂದು ಕಾರ್ಯಕ್ರಮದಲ್ಲಿ ತಿಳಿಸಲಾಯಿತು. ಕಾರ್ಯಕ್ರಮದಲ್ಲಿ ಸರ್ಕಾರಿ ಅಭಿಯೋಜಕರು, ವಕೀಲರ ಸಂಘದ ಅಧ್ಯಕ್ಷರು, ತಾಲೂಕು ಶಿಶು ಅಭಿವೃದ್ಧಿ ಯೋಜನಾಧಿಕಾರಿ, ಕಾಲೇಜಿನ ಪ್ರಾಚಾರ್ಯರು, ಉಪನ್ಯಾಸಕರು, ಪೊಲೀಸ್ ಇಲಾಖೆಯ ಅಧಿಕಾರಿಗಳು, ಮಕ್ಕಳ ಸಹಾಯವಾಣಿ ಸಿಬ್ಬಂದಿ, ಸ್ನೇಹ ಸಂಸ್ಥೆಯ ಕಾರ್ಯಕರ್ತರು ಸೇರಿದಂತೆ ಕಾಲೇಜಿನ ವಿದ್ಯಾರ್ಥಿಗಳು ಉಪಸ್ಥಿತರಿದ್ದರು.: [1305, 1573, 1477, 1724]
nuliya-col2b-text: ಕಾರ್ಯಕ್ರಮಕ್ಕೆ ಮತ್ತು ಶ್ರೀ ನುಲಿಯ ಚಂದಯ್ಯ ಅವರ ಬಗ್ಗೆ ಉಪನ್ಯಾಸ ನೀಡಲು ಉಪನ್ಯಾಸಕರನ್ನು ಆಹ್ವಾನಿಸಿ ಅಗತ್ಯ ಸಿದ್ಧತೆ ಮಾಡಬೇಕು ಎಂದು ಸಂಬಂಧಿಸಿದ ಇಲಾಖೆಯ ಅಧಿಕಾರಿಗಳಿಗೆ ಸೂಚನೆ ನೀಡಿದರು. ಶ್ರೀ ನುಲಿಯ ಚಂದಯ್ಯ ಜಯಂತಿ ಕಾರ್ಯಕ್ರಮದ ವೇದಿಕೆಯಲ್ಲಿ ಸಾಧಕರನ್ನು ಸನ್ಮಾನಿಸಬೇಕು. ತಾಲೂಕು ಕೇಂದ್ರಗಳಲ್ಲೂ ಜಯಂತಿ ಆಚರಣೆ ಮಾಡಬೇಕು ಎಂದು ತಿಳಿಸಿದರು. ಸಾರ್ವಜನಿಕರು ಮತ್ತು ಸಂಘ ಸಂಸ್ಥೆಗಳು ಕಾರ್ಯಕ್ರಮದಲ್ಲಿ ಭಾಗವಹಿಸಲು ಅನುಕೂಲವಾಗುವಂತೆ ಆಮಂತ್ರಣ ಪತ್ರಿಕೆ ಮುದ್ರಿಸಿ ಹಂಚಬೇಕು. ರಂಗಮಂದಿರ ಸ್ವಚ್ಛತೆ, ಕುಡಿಯುವ ನೀರು ಸೇರಿದಂತೆ ಎಲ್ಲಾ ಅಗತ್ಯ ವ್ಯವಸ್ಥೆ ಮಾಡಬೇಕು. ನಗರದ ಮುಖ್ಯ ರಸ್ತೆಗಳ ಮತ್ತು ವೃತ್ತಗಳ ಸ್ವಚ್ಛತೆ ಕಾಪಾಡಬೇಕು. ಕಾರ್ಯಕ್ರಮದ ಯಶಸ್ವಿಗೆ ಸಕಲ ಸಿದ್ಧತೆ ಮಾಡಲು ಇಲಾಖಾವಾರು ಜವಾಬ್ದಾರಿ ವಹಿಸಲಾಗಿದೆ.: [328, 358, 590, 540]
headline-jjm: [765, 101, 1477, 201]
school-col2: ವಿರುದ್ಧ ಕ್ರಮ ಜರುಗಿಸುವಂತೆ ಸಹ ವಿದ್ಯಾರ್ಥಿ ಪೋಷಕರು ಪೊಲೀಸ್ ನಿರೀಕ್ಷಕರಿಗೆ ಮನವಿ ಸಲ್ಲಿಸಿದರು. ಮುಂದಿನ ದಿನಗಳಲ್ಲಿ ಈ ರೀತಿಯ ಘಟನೆಗಳು ಮರುಕಳಿಸದಂತೆ ಶಾಲಾ ಆವರಣಕ್ಕೆ ಕಾಂಪೌಂಡ್ ಹಾಗೂ ಸಿಸಿ ಕ್ಯಾಮರಾ ಅಳವಡಿಸಬೇಕು, ರಾತ್ರಿ ವೇಳೆ ಪೊಲೀಸ್ ಗಸ್ತು ಹೆಚ್ಚಿಸಬೇಕು ಎಂದು ಪ್ರತಿಭಟನಾಕಾರರು ಒತ್ತಾಯಿಸಿದರು. ಈ ಸಂದರ್ಭದಲ್ಲಿ ಗ್ರಾಮ ಪಂಚಾಯ್ತಿ ಅಧ್ಯಕ್ಷರು, ಸದಸ್ಯರು, ಶಾಲಾಭಿವೃದ್ಧಿ ಸಮಿತಿ ಅಧ್ಯಕ್ಷರು ಹಾಗೂ ಪದಾಧಿಕಾರಿಗಳು, ಜಯಂತ್, ಶಿವಕುಮಾರ್, ಹರೀಶ್, ಪ್ರಕಾಶ್, ಯೋಗೇಂದ್ರ, ಕುಮಾರ, ರಾಜೇಶ, ಶರತ್ ಸೇರಿದಂತೆ ನೂರಾರು ಗ್ರಾಮಸ್ಥರು ಪ್ರತಿಭಟನೆಯಲ್ಲಿ ಭಾಗವಹಿಸಿದ್ದರು.: [273, 1308, 751, 1383]
chilli-col1: ಸರ್ಕಾರದ ನಿರ್ದೇಶನದಂತೆ ಮರು ವಿನ್ಯಾಸಗೊಳಿಸಿದ ಹವಾಮಾನ ಆಧಾರಿತ ಬೆಳೆ ವಿಮಾ ಯೋಜನೆ 2025ರ ಮುಂಗಾರು ಹಂಗಾಮಿನಲ್ಲಿ ಜಿಲ್ಲೆಯ ಅಧಿಸೂಚಿತ ಗ್ರಾಮ ಪಂಚಾಯತ್ ವ್ಯಾಪ್ತಿಯಲ್ಲಿ ಬರುವ ರೈತರು ಹಸಿರು ಮೆಣಸಿನಕಾಯಿ, ದಾಳಿಂಬೆ ಮತ್ತು ಮಾವು ಬೆಳೆಗೆ ವಿಮಾ ಮಾಡಿಸಲು ಅರ್ಜಿ ಆಹ್ವಾನಿಸಲಾಗಿದೆ. ಪ್ರತಿ ಹೆಕ್ಟೇರ್ ಹಸಿರು ಮೆಣಸಿನಕಾಯಿ ಬೆಳೆಗೆ ವಿಮಾ ಮೊತ್ತ 71000 ರೂ ಗಳು ಇದ್ದು, ರೈತರು ಪಾವತಿಸಬೇಕಾದ ವಿಮಾ ಕಂತು 3550 ರೂ. ಗಳಾಗಿದೆ. ದಾಳಿಂಬೆ ಬೆಳೆಗೆ ಪ್ರತಿ ಹೆಕ್ಟೇರ್‌ಗೆ ವಿಮಾ ಮೊತ್ತ 127000 ರೂ. ಗಳಾಗಿದ್ದು, ವಿಮಾ ಕಂತು 6350 ರೂ. ಗಳಾಗಿದೆ. ಮಾವು ಬೆಳೆಗೆ ಪ್ರತಿ ಹೆಕ್ಟೇರ್‌ಗೆ ವಿಮಾ ಮೊತ್ತ 80000 ರೂ.ಗಳಾಗಿದ್ದು, ವಿಮಾ ಕಂತು ಮೊತ್ತ 4000 ರೂ. ಗಳಾಗಿದೆ.: [39, 1535, 390, 1656]
headline-bhagavadgita: ಭದ್ರಾವತಿಯಲ್ಲಿ ಶ್ರೀ ಭಗವದ್ಗೀತ ಅಭಿಯಾನ: [39, 746, 754, 799]
